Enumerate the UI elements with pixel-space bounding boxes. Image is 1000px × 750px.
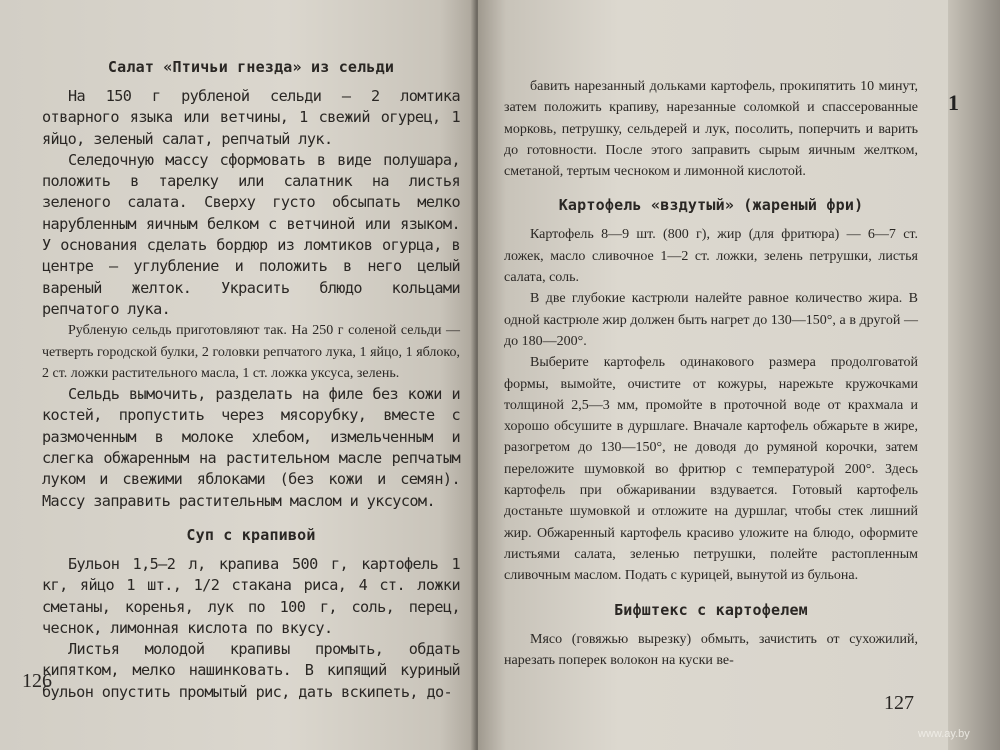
- soup-paragraph-1: Бульон 1,5—2 л, крапива 500 г, картофель 1 кг, яйцо 1 шт., 1/2 стакана риса, 4 ст. ложки сметаны, коренья, лук по 100 г, соль, перец, чеснок, лимонная кислота по вкусу.: [42, 554, 460, 637]
- salad-paragraph-4: Сельдь вымочить, разделать на филе без кожи и костей, пропустить через мясорубку, вместе с размоченным в молоке хлебом, измельченным и слегка обжаренным на растительном масле репчатым луком и свежими яблоками (без кожи и семян). Массу заправить растительным маслом и уксусом.: [42, 385, 460, 510]
- right-page: [478, 0, 948, 750]
- salad-paragraph-2: Селедочную массу сформовать в виде полушара, положить в тарелку или салатник на листья зеленого салата. Сверху густо обсыпать мелко нарубленным яичным белком с ветчиной или языком. У основания сделать бордюр из ломтиков огурца, в центре — углубление и положить в него целый вареный желток. Украсить блюдо кольцами репчатого лука.: [42, 150, 460, 318]
- potato-paragraph-3: Выберите картофель одинакового размера продолговатой формы, вымойте, очистите от кожуры, нарежьте кружочками толщиной 2,5—3 мм, промойте в проточной воде от крахмала и хорошо обсушите в дуршлаге. Вначале картофель обжарьте в жире, разогретом до 130—150°, не доводя до румяной корочки, затем переложите шумовкой во фритюр с температурой 200°. Здесь картофель при обжаривании вздувается. Готовый картофель достаньте шумовкой и отложите на дуршлаг, чтобы стек лишний жир. Обжаренный картофель красиво уложите на блюдо, оформите листьями салата, зеленью петрушки, полейте растопленным сливочным маслом. Подать с курицей, вынутой из бульона.: [504, 355, 918, 584]
- page-number-right: 127: [884, 692, 914, 714]
- edge-glyph: 1: [948, 90, 959, 115]
- soup-paragraph-2: Листья молодой крапивы промыть, обдать кипятком, мелко нашинковать. В кипящий куриный бульон опустить промытый рис, дать вскипеть, до-: [42, 640, 460, 701]
- potato-title: Картофель «вздутый» (жареный фри): [558, 196, 864, 215]
- steak-paragraph: Мясо (говяжью вырезку) обмыть, зачистить от сухожилий, нарезать поперек волокон на куски ве-: [504, 631, 918, 668]
- potato-paragraph-2: В две глубокие кастрюли налейте равное количество жира. В одной кастрюле жир должен быть нагрет до 130—150°, а в другой — до 180—200°.: [504, 291, 918, 349]
- salad-title: Салат «Птичьи гнезда» из сельди: [107, 58, 395, 76]
- left-page: [0, 0, 478, 750]
- steak-title: Бифштекс с картофелем: [614, 600, 808, 619]
- watermark: www.ay.by: [918, 728, 970, 740]
- potato-paragraph-1: Картофель 8—9 шт. (800 г), жир (для фритюра) — 6—7 ст. ложек, масло сливочное 1—2 ст. ложки, зелень петрушки, листья салата, соль.: [504, 227, 918, 286]
- soup-continuation-paragraph: бавить нарезанный дольками картофель, прокипятить 10 минут, затем положить крапиву, нарезанные соломкой и спассерованные морковь, петрушку, сельдерей и лук, посолить, поперчить и варить до готовности. После этого заправить сырым яичным желтком, сметаной, тертым чесноком и лимонной кислотой.: [504, 79, 918, 180]
- salad-paragraph-3: Рубленую сельдь приготовляют так. На 250 г соленой сельди — четверть городской булки, 2 головки репчатого лука, 1 яйцо, 1 яблоко, 2 ст. ложки растительного масла, 1 ст. ложка уксуса, зелень.: [42, 323, 460, 381]
- soup-title: Суп с крапивой: [186, 525, 316, 544]
- salad-paragraph-1: На 150 г рубленой сельди — 2 ломтика отварного языка или ветчины, 1 свежий огурец, 1 яйцо, зеленый салат, репчатый лук.: [42, 87, 460, 148]
- page-number-left: 126: [22, 670, 52, 692]
